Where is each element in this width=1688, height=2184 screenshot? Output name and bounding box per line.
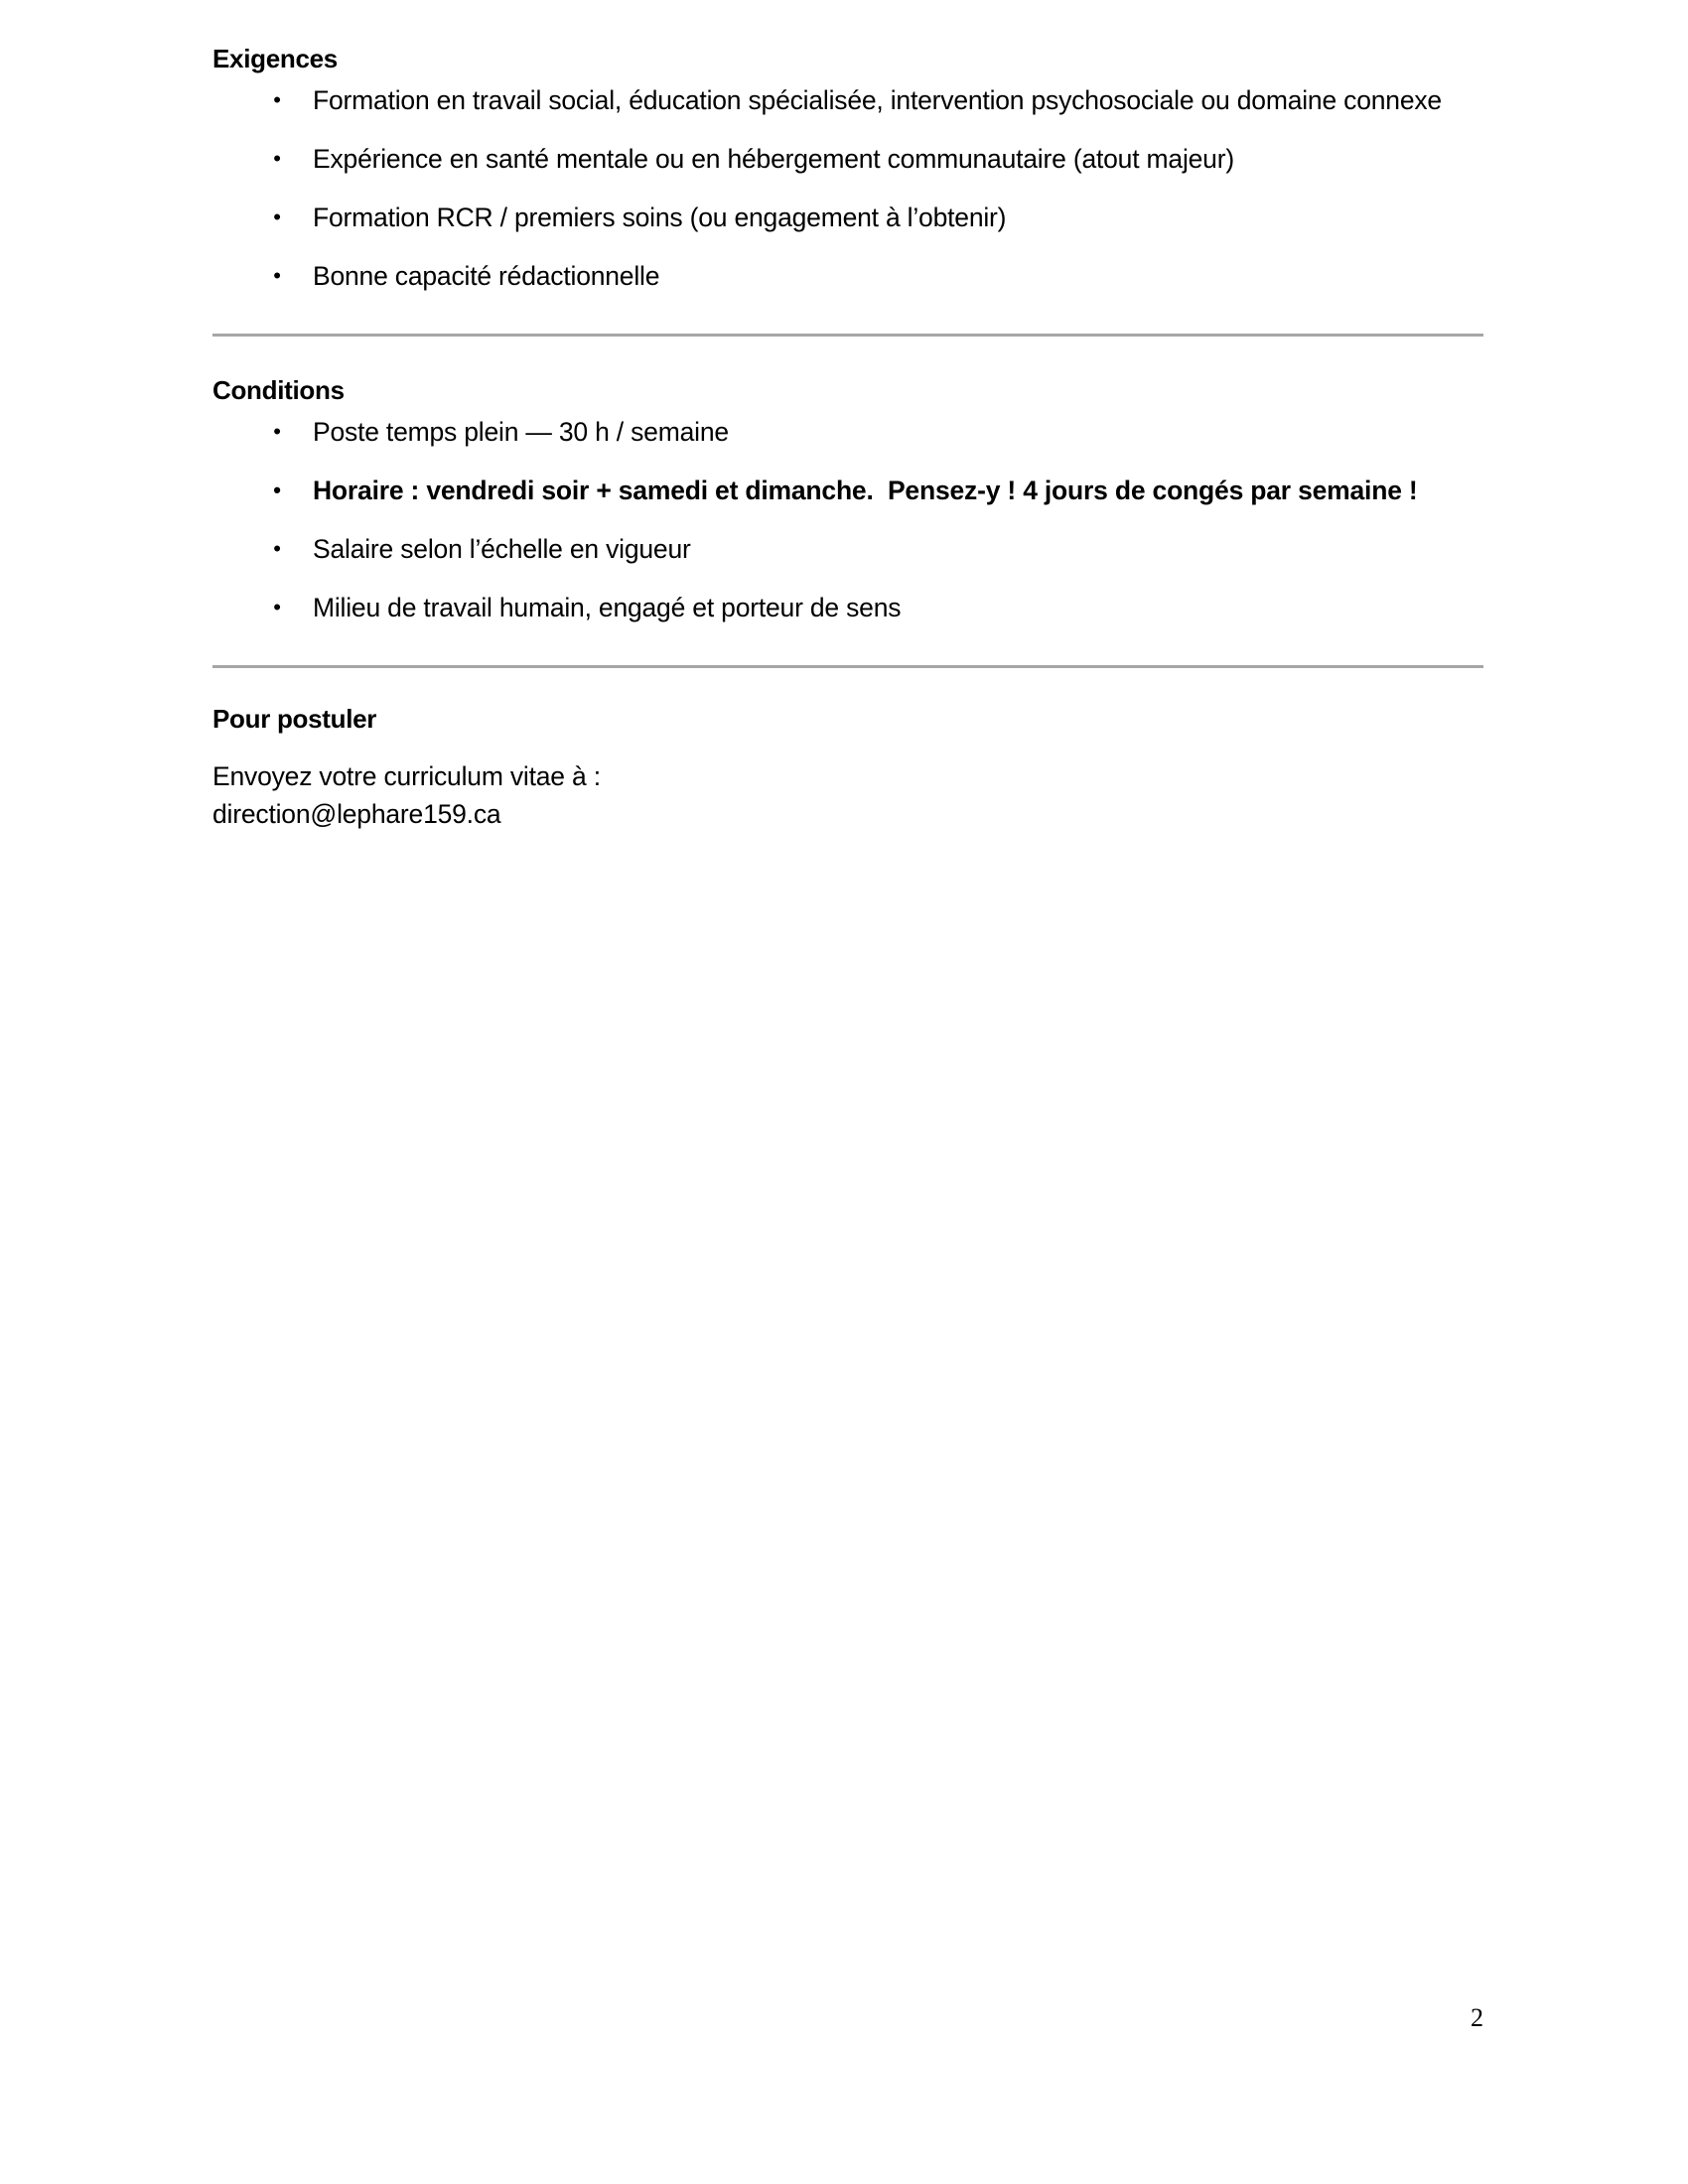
exigences-list — [212, 81, 1483, 295]
list-item — [212, 257, 1483, 295]
bullet-icon: • — [273, 595, 281, 619]
conditions-list — [212, 413, 1483, 626]
list-item-text: Horaire : vendredi soir + samedi et dimanche. Pensez-y ! 4 jours de congés par semaine ! — [313, 476, 1418, 505]
exigences-section — [212, 36, 1483, 295]
bullet-icon: • — [273, 478, 281, 502]
list-item — [212, 413, 1483, 451]
list-item-text: Salaire selon l’échelle en vigueur — [313, 534, 691, 564]
bullet-icon: • — [273, 146, 281, 171]
list-item-text: Formation RCR / premiers soins (ou engagement à l’obtenir) — [313, 203, 1007, 232]
bullet-icon: • — [273, 536, 281, 561]
bullet-icon: • — [273, 87, 281, 112]
list-item-text: Formation en travail social, éducation spécialisée, intervention psychosociale ou domaine connexe — [313, 85, 1442, 115]
postuler-heading: Pour postuler — [212, 704, 377, 734]
list-item — [212, 530, 1483, 568]
list-item — [212, 589, 1483, 626]
contact-email[interactable]: direction@lephare159.ca — [212, 799, 501, 829]
section-divider — [212, 665, 1483, 668]
list-item-text: Poste temps plein — 30 h / semaine — [313, 417, 729, 447]
exigences-heading: Exigences — [212, 44, 338, 73]
postuler-section — [212, 696, 1483, 833]
list-item — [212, 199, 1483, 236]
list-item-text: Expérience en santé mentale ou en hébergement communautaire (atout majeur) — [313, 144, 1234, 174]
bullet-icon: • — [273, 419, 281, 444]
postuler-instruction: Envoyez votre curriculum vitae à : — [212, 761, 601, 791]
list-item — [212, 81, 1483, 119]
bullet-icon: • — [273, 263, 281, 288]
section-divider — [212, 334, 1483, 337]
conditions-section — [212, 367, 1483, 626]
list-item-text: Milieu de travail humain, engagé et porteur de sens — [313, 593, 902, 622]
list-item — [212, 140, 1483, 178]
list-item-text: Bonne capacité rédactionnelle — [313, 261, 660, 291]
list-item-highlight — [212, 472, 1483, 509]
conditions-heading: Conditions — [212, 375, 345, 405]
bullet-icon: • — [273, 205, 281, 229]
page-content — [212, 36, 1483, 833]
page-number: 2 — [1471, 2003, 1483, 2032]
